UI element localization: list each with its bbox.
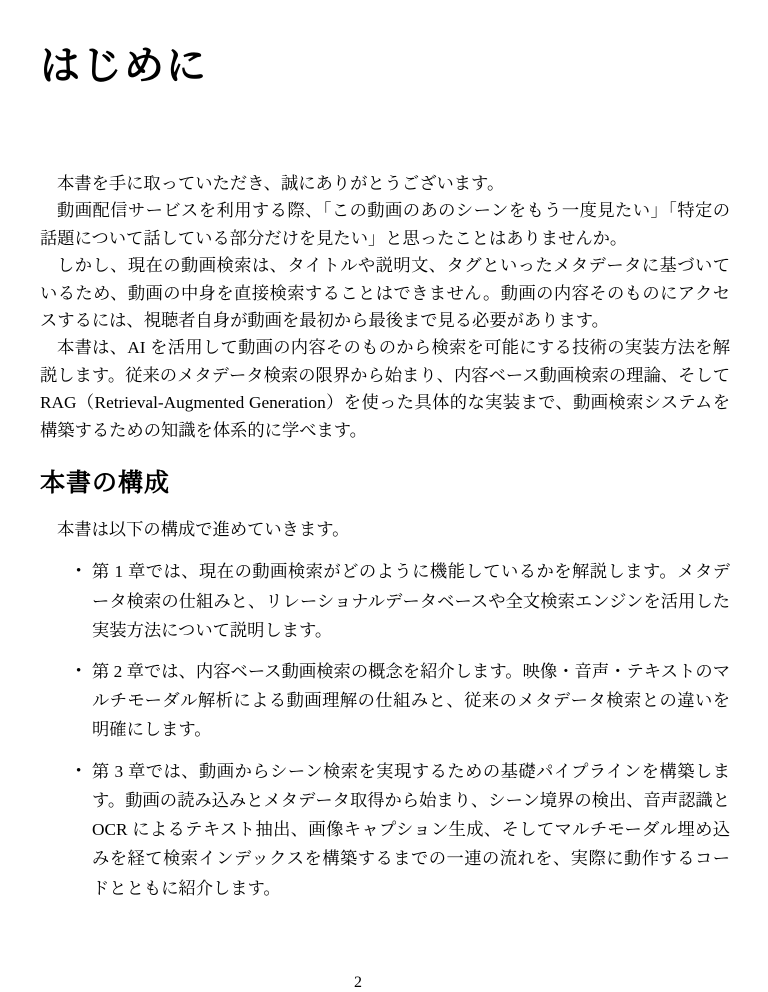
- page-title: はじめに: [40, 44, 208, 88]
- paragraph-thanks: 本書を手に取っていただき、誠にありがとうございます。: [57, 174, 505, 193]
- list-item-text: 第 1 章では、現在の動画検索がどのように機能しているかを解説します。メタデータ検索の仕組みと、リレーショナルデータベースや全文検索エンジンを活用した実装方法について説明します。: [92, 562, 730, 640]
- chapter-list: [40, 557, 730, 902]
- bullet-icon: •: [76, 663, 82, 680]
- paragraph-book-goal: 本書は、AI を活用して動画の内容そのものから検索を可能にする技術の実装方法を解説します。従来のメタデータ検索の限界から始まり、内容ベース動画検索の理論、そして RAG（Retrieval-Augmented Generation）を使った具体的な実装まで、動画検索システムを構築するための知識を体系的に学べます。: [40, 338, 730, 440]
- list-item-chapter-2: [40, 657, 730, 745]
- section-intro: 本書は以下の構成で進めていきます。: [57, 520, 350, 540]
- section-heading-structure: 本書の構成: [40, 469, 171, 498]
- bullet-icon: •: [76, 563, 82, 580]
- list-item-text: 第 3 章では、動画からシーン検索を実現するための基礎パイプラインを構築します。動画の読み込みとメタデータ取得から始まり、シーン境界の検出、音声認識と OCR によるテキスト抽出、画像キャプション生成、そしてマルチモーダル埋め込みを経て検索インデックスを構築するまでの一連の流れを、実際に動作するコードとともに紹介します。: [92, 761, 730, 898]
- list-item-chapter-1: [40, 557, 730, 645]
- paragraph-motivation: 動画配信サービスを利用する際、「この動画のあのシーンをもう一度見たい」「特定の話題について話している部分だけを見たい」と思ったことはありませんか。: [40, 201, 730, 248]
- document-page: [0, 44, 768, 991]
- page-number: 2: [354, 974, 362, 991]
- list-item-text: 第 2 章では、内容ベース動画検索の概念を紹介します。映像・音声・テキストのマルチモーダル解析による動画理解の仕組みと、従来のメタデータ検索との違いを明確にします。: [92, 662, 730, 740]
- bullet-icon: •: [76, 762, 82, 779]
- paragraph-problem: しかし、現在の動画検索は、タイトルや説明文、タグといったメタデータに基づいているため、動画の中身を直接検索することはできません。動画の内容そのものにアクセスするには、視聴者自身が動画を最初から最後まで見る必要があります。: [40, 256, 730, 331]
- list-item-chapter-3: [40, 757, 730, 903]
